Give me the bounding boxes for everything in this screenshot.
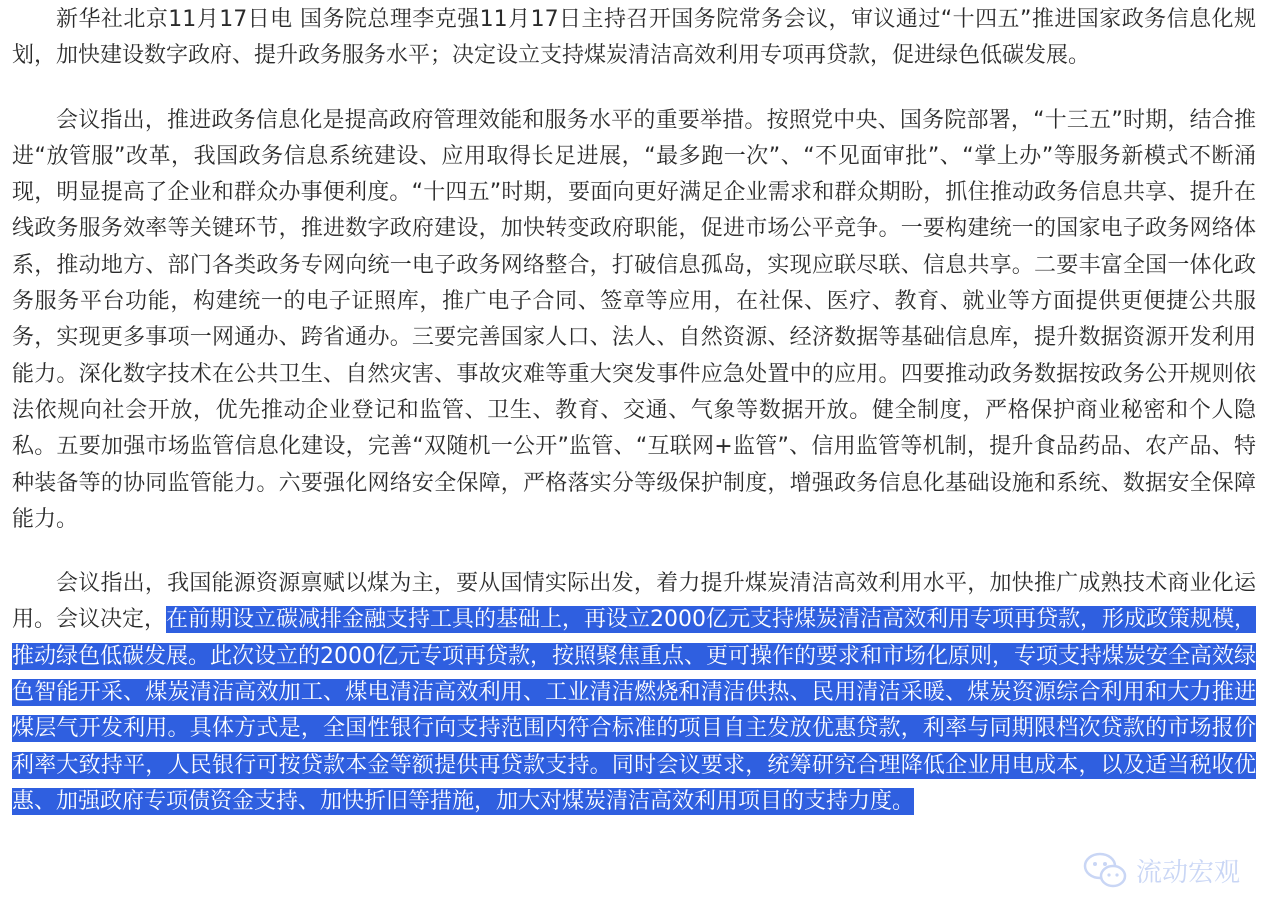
highlighted-selection: 在前期设立碳减排金融支持工具的基础上，再设立2000亿元支持煤炭清洁高效利用专项再贷款，形成政策规模，推动绿色低碳发展。此次设立的2000亿元专项再贷款，按照聚焦重点、更可操作的要求和市场化原则，专项支持煤炭安全高效绿色智能开采、煤炭清洁高效加工、煤电清洁高效利用、工业清洁燃烧和清洁供热、民用清洁采暖、煤炭资源综合利用和大力推进煤层气开发利用。具体方式是，全国性银行向支持范围内符合标准的项目自主发放优惠贷款，利率与同期限档次贷款的市场报价利率大致持平，人民银行可按贷款本金等额提供再贷款支持。同时会议要求，统筹研究合理降低企业用电成本，以及适当税收优惠、加强政府专项债资金支持、加快折旧等措施，加大对煤炭清洁高效利用项目的支持力度。 xyxy=(12,607,1257,814)
paragraph-3 xyxy=(12,566,1256,820)
watermark xyxy=(1082,848,1240,892)
paragraph-3-lead: 会议指出，我国能源资源禀赋以煤为主，要从国情实际出发，着力提升煤炭清洁高效利用水平，加快推广成熟技术商业化运用。会议决定， xyxy=(12,571,1256,633)
paragraph-1: 新华社北京11月17日电 国务院总理李克强11月17日主持召开国务院常务会议，审议通过“十四五”推进国家政务信息化规划，加快建设数字政府、提升政务服务水平；决定设立支持煤炭清洁高效利用专项再贷款，促进绿色低碳发展。 xyxy=(12,7,1256,69)
article-body xyxy=(12,0,1256,820)
watermark-text: 流动宏观 xyxy=(1135,857,1240,888)
wechat-icon xyxy=(1082,850,1128,890)
paragraph-2: 会议指出，推进政务信息化是提高政府管理效能和服务水平的重要举措。按照党中央、国务院部署，“十三五”时期，结合推进“放管服”改革，我国政务信息系统建设、应用取得长足进展，“最多跑一次”、“不见面审批”、“掌上办”等服务新模式不断涌现，明显提高了企业和群众办事便利度。“十四五”时期，要面向更好满足企业需求和群众期盼，抓住推动政务信息共享、提升在线政务服务效率等关键环节，推进数字政府建设，加快转变政府职能，促进市场公平竞争。一要构建统一的国家电子政务网络体系，推动地方、部门各类政务专网向统一电子政务网络整合，打破信息孤岛，实现应联尽联、信息共享。二要丰富全国一体化政务服务平台功能，构建统一的电子证照库，推广电子合同、签章等应用，在社保、医疗、教育、就业等方面提供更便捷公共服务，实现更多事项一网通办、跨省通办。三要完善国家人口、法人、自然资源、经济数据等基础信息库，提升数据资源开发利用能力。深化数字技术在公共卫生、自然灾害、事故灾难等重大突发事件应急处置中的应用。四要推动政务数据按政务公开规则依法依规向社会开放，优先推动企业登记和监管、卫生、教育、交通、气象等数据开放。健全制度，严格保护商业秘密和个人隐私。五要加强市场监管信息化建设，完善“双随机一公开”监管、“互联网+监管”、信用监管等机制，提升食品药品、农产品、特种装备等的协同监管能力。六要强化网络安全保障，严格落实分等级保护制度，增强政务信息化基础设施和系统、数据安全保障能力。 xyxy=(12,107,1256,532)
